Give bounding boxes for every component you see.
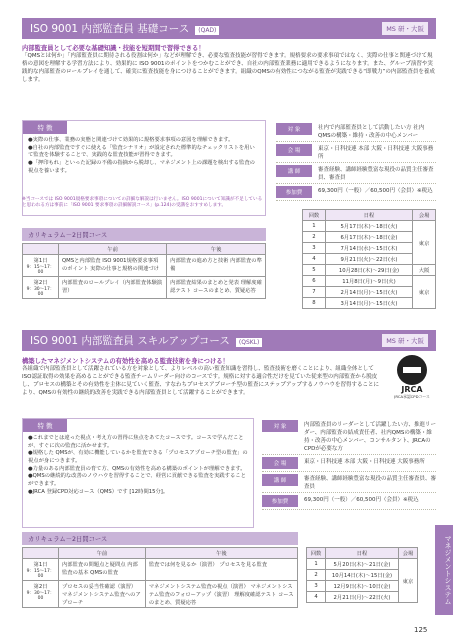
course2-org: MS 研・大阪 <box>382 334 428 347</box>
jrca-logo-sub: JRCA承認CPDコース <box>394 394 430 399</box>
info-text: 69,300円（一般）／60,500円（会員）※税込 <box>318 188 433 194</box>
course2-feature: ●これまでとは違った視点・考え方の習得に焦点をあてたコースです。コースで学んだことが、すぐに次の監査に活かせます。 <box>28 435 244 449</box>
course1-note: ※当コースでは ISO 9001規格要求事項についての詳細な解説は行いません。ISO 9001について知識が不足していると思われる方は事前に「ISO 9001 要求事項の詳細解説コース」(p.124)の受講をおすすめします。 <box>22 197 263 209</box>
page-number: 125 <box>414 626 428 634</box>
table-row: 4 9月21日(火)～22日(水) <box>303 254 436 265</box>
table-row: 2 6月17日(木)～18日(金) <box>303 232 436 243</box>
course2-features <box>22 418 254 528</box>
table-row: 7 2月14日(月)～15日(火) <box>303 287 436 298</box>
course2-feature: ●規格した QMSが、有効に機能しているかを監査できる「プロセスアプローチ型の監査」の視点が身につきます。 <box>28 450 248 465</box>
info-text: 東京・日科技連 本部 大阪・日科技連 大阪事務所 <box>318 146 434 160</box>
table-row: 1 5月20日(木)～21日(金) 東京 <box>307 559 418 570</box>
course1-para: 「QMSとは何か」「内部監査員に期待される役割は何か」などが理解でき、必要な監査技能が習得できます。規格要求の要求事項ではなく、実際の仕事と関連づけて規格の意図を理解する学習方法により、効果的に ISO 9001のポイントをつかむことができ、自社の内部監査業務に適用できるようになります。また、グループ演習や実践的な内部監査のロールプレイを通して、確実に監査技能を身につけることができます。組織のQMSの有効性につながる監査が実践できる“即戦力”の内部監査員を養成します。 <box>22 53 435 83</box>
info-label: 会 場 <box>262 457 298 469</box>
course1-info <box>276 121 436 201</box>
course1-curriculum-table: 午前 午後 第1日 9：15〜17：00 QMSと内部監査 ISO 9001規格要求事項のポイント 実際の仕事と規格の関連づけ 内部監査の進め方と技術 内部監査の準備 第2日 9：30〜17：00 内部監査のロールプレイ（内部監査体験演習） 内部監査結果のまとめと発表 理解度確認テスト コースのまとめ、質疑応答 <box>22 243 266 299</box>
info-label: 対 象 <box>262 420 298 432</box>
info-label: 会 場 <box>276 144 312 156</box>
course1-title: ISO 9001 内部監査員 基礎コース <box>30 23 190 35</box>
course2-feature: ●QMSの継続的な改善のノウハウを習得することで、経営に貢献できる監査を実践することができます。 <box>28 473 246 488</box>
info-text: 社内で内部監査員として活動したい方 社内QMSの構築・維持・改善の中心メンバー <box>318 125 425 139</box>
course2-title: ISO 9001 内部監査員 スキルアップコース <box>30 335 230 347</box>
course2-title-bar <box>22 330 436 351</box>
side-tab[interactable]: マネジメントシステム <box>435 525 453 615</box>
course1-curriculum-title: カリキュラム－2日間コース <box>22 228 266 241</box>
jrca-logo-text: JRCA <box>401 385 423 394</box>
course1-lead: 内部監査員として必要な基礎知識・技能を短期間で習得できる！ <box>22 45 205 52</box>
course1-schedule-table: 回数 日程 会場 1 5月17日(木)～18日(火) 東京 2 6月17日(木)～18日(金) 3 7月14日(水)～15日(木) 4 9月21日(火)～22日(水) 5 10月28日(木)～29日(金) 大阪 6 11月8日(月)～9日(火) 東京 7 2月14日(月)～15日(火) 8 3月14日(月)～15日(火) <box>302 209 436 309</box>
course1-feat-label: 特 徴 <box>23 121 67 134</box>
table-row: 8 3月14日(月)～15日(火) <box>303 298 436 309</box>
table-row: 3 12月9日(木)～10日(金) <box>307 581 418 592</box>
jrca-emblem-icon <box>397 355 427 385</box>
course2-feat-label: 特 徴 <box>23 419 67 432</box>
table-row: 第1日 9：15〜17：00 QMSと内部監査 ISO 9001規格要求事項のポイント 実際の仕事と規格の関連づけ 内部監査の進め方と技術 内部監査の準備 <box>23 255 266 277</box>
table-row: 3 7月14日(水)～15日(木) <box>303 243 436 254</box>
course1-title-bar <box>22 18 436 39</box>
course2-curriculum-table: 午前 午後 第1日 9：15〜17：00 内部監査の問題点と疑問点 内部監査の基本 QMSの監査 監査では何を見るか（演習） プロセスを見る監査 第2日 9：30〜17：00 プロセスの妥当性確認（演習） マネジメントシステム監査へのアプローチ マネジメントシステム監査の視点（演習） マネジメントシステム監査のフォローアップ（演習） 理解度確認テスト コースのまとめ、質疑応答 <box>22 547 298 608</box>
course1-feature: ●「押印もれ」といった記録の不備の指摘から脱却し、マネジメント上の課題を検出する監査の視点を養います。 <box>28 160 255 174</box>
info-text: 審査経験、講師経験豊富な現役の品質主任審査員、審査員 <box>304 476 437 490</box>
info-label: 講 師 <box>276 165 312 177</box>
info-text: 審査経験、講師経験豊富な現役の品質主任審査員、審査員 <box>318 167 434 181</box>
info-text: 内部監査員のリーダーとして活躍したい方、推進リーダー、内部監査の結成責任者、社内QMSの構築・維持・改善の中心メンバー、コンサルタント、JRCAのCPDが必要な方 <box>304 422 437 452</box>
course1-feature: ●自社の内部監査ですぐに使える「監査シナリオ」が設定された標準的なチェックリストを用いて監査を体験することで、実践的な監査技能が習得できます。 <box>28 144 255 159</box>
info-text: 69,300円（一般）／60,500円（会員）※税込 <box>304 497 419 503</box>
course2-lead: 構築したマネジメントシステムの有効性を高める監査技術を身につける！ <box>22 358 229 365</box>
course2-code: (QSKL) <box>236 338 263 347</box>
table-row: 6 11月8日(月)～9日(火) 東京 <box>303 276 436 287</box>
course2-para: 各組織で内部監査員として活躍されている方を対象として、よりレベルの高い監査知識を習得し、監査技術を磨くことにより、組織全体としてISO認証取得の効果を高めることができる監査チームリーダー向けのコースです。規格に対する適合性だけを見ていた従来型の内部監査から脱皮し、プロセスの構築とその有効性を主体に見ていく監査、すなわちプロセスアプローチ型の監査にステップアップするノウハウを習得することにより、QMSの有効性の継続的改善を実践できる内部監査員として活躍することができます。 <box>22 366 380 396</box>
table-row: 第1日 9：15〜17：00 内部監査の問題点と疑問点 内部監査の基本 QMSの監査 監査では何を見るか（演習） プロセスを見る監査 <box>23 559 298 581</box>
course2-curriculum-title: カリキュラム－2日間コース <box>22 532 298 545</box>
course2-info <box>262 418 436 510</box>
info-label: 対 象 <box>276 123 312 135</box>
info-text: 東京・日科技連 本部 大阪・日科技連 大阪事務所 <box>304 459 425 465</box>
info-label: 講 師 <box>262 474 298 486</box>
course2-schedule-table: 回数 日程 会場 1 5月20日(木)～21日(金) 東京 2 10月14日(木)～15日(金) 3 12月9日(木)～10日(金) 4 2月21日(月)～22日(火) <box>306 547 418 603</box>
table-row: 第2日 9：30〜17：00 内部監査のロールプレイ（内部監査体験演習） 内部監査結果のまとめと発表 理解度確認テスト コースのまとめ、質疑応答 <box>23 277 266 299</box>
course1-code: (QAD) <box>195 26 219 35</box>
table-row: 第2日 9：30〜17：00 プロセスの妥当性確認（演習） マネジメントシステム監査へのアプローチ マネジメントシステム監査の視点（演習） マネジメントシステム監査のフォローアップ（演習） 理解度確認テスト コースのまとめ、質疑応答 <box>23 581 298 608</box>
course1-feature: ●実際の仕事、業務の実態と関連づけて効果的に規格要求事項の意図を理解できます。 <box>28 137 234 143</box>
info-label: 参加費 <box>262 495 298 507</box>
table-row: 4 2月21日(月)～22日(火) <box>307 592 418 603</box>
course2-feature: ●力量のある内部監査員の育て方、QMSの有効性を高める構築のポイントが理解できます。 <box>28 465 246 472</box>
table-row: 5 10月28日(木)～29日(金) 大阪 <box>303 265 436 276</box>
jrca-logo <box>388 355 436 407</box>
table-row: 1 5月17日(木)～18日(火) 東京 <box>303 221 436 232</box>
info-label: 参加費 <box>276 186 312 198</box>
course1-org: MS 研・大阪 <box>382 22 428 35</box>
course2-feature: ●JRCA 登録CPD対応コース（QMS）です [12時間15分]。 <box>28 488 169 495</box>
table-row: 2 10月14日(木)～15日(金) <box>307 570 418 581</box>
